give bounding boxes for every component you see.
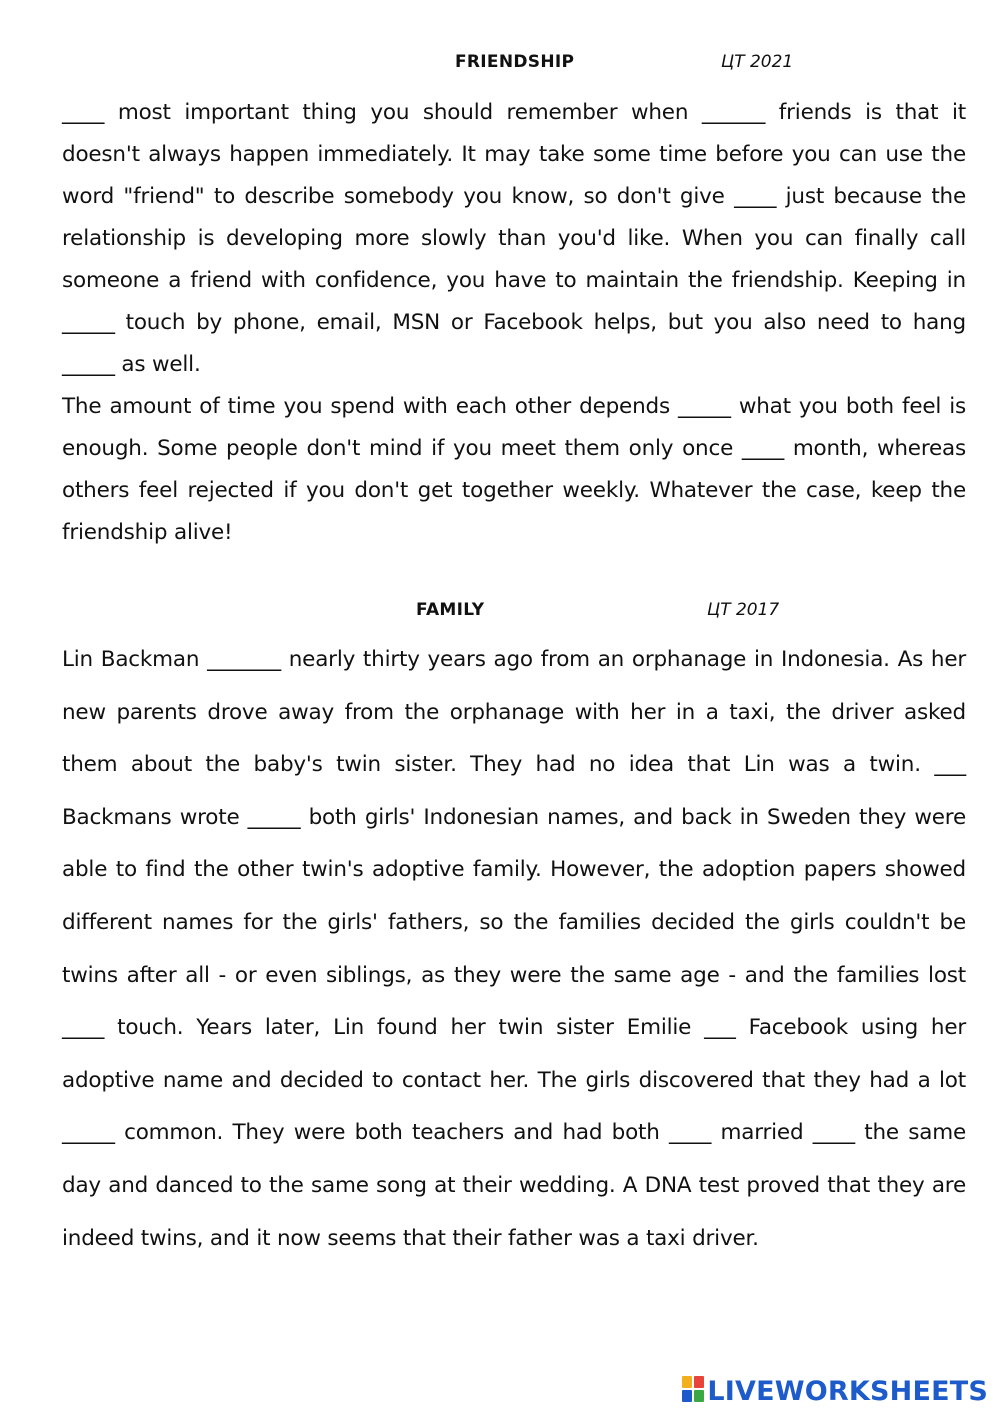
family-source: ЦТ 2017 (707, 600, 780, 620)
family-heading (0, 600, 1000, 630)
family-text (62, 634, 966, 1265)
liveworksheets-logo-text: LIVEWORKSHEETS (707, 1375, 988, 1407)
liveworksheets-logo-icon (682, 1376, 704, 1406)
friendship-paragraph-2: The amount of time you spend with each other depends _____ what you both feel is enough. Some people don't mind if you meet them only once ____ month, whereas others feel rejected if you don't get together weekly. Whatever the case, keep the friendship alive! (62, 394, 966, 545)
family-paragraph-1: Lin Backman _______ nearly thirty years ago from an orphanage in Indonesia. As her new parents drove away from the orphanage with her in a taxi, the driver asked them about the baby's twin sister. They had no idea that Lin was a twin. ___ Backmans wrote _____ both girls' Indonesian names, and back in Sweden they were able to find the other twin's adoptive family. However, the adoption papers showed different names for the girls' fathers, so the families decided the girls couldn't be twins after all - or even siblings, as they were the same age - and the families lost ____ touch. Years later, Lin found her twin sister Emilie ___ Facebook using her adoptive name and decided to contact her. The girls discovered that they had a lot _____ common. They were both teachers and had both ____ married ____ the same day and danced to the same song at their wedding. A DNA test proved that they are indeed twins, and it now seems that their father was a taxi driver. (62, 647, 966, 1251)
friendship-heading (0, 52, 1000, 82)
friendship-title: FRIENDSHIP (455, 52, 575, 72)
friendship-paragraph-1: ____ most important thing you should remember when ______ friends is that it doesn't always happen immediately. It may take some time before you can use the word "friend" to describe somebody you know, so don't give ____ just because the relationship is developing more slowly than you'd like. When you can finally call someone a friend with confidence, you have to maintain the friendship. Keeping in _____ touch by phone, email, MSN or Facebook helps, but you also need to hang _____ as well. (62, 100, 966, 377)
family-title: FAMILY (416, 600, 485, 620)
friendship-text (62, 92, 966, 554)
friendship-source: ЦТ 2021 (721, 52, 794, 72)
liveworksheets-logo[interactable] (682, 1375, 988, 1407)
